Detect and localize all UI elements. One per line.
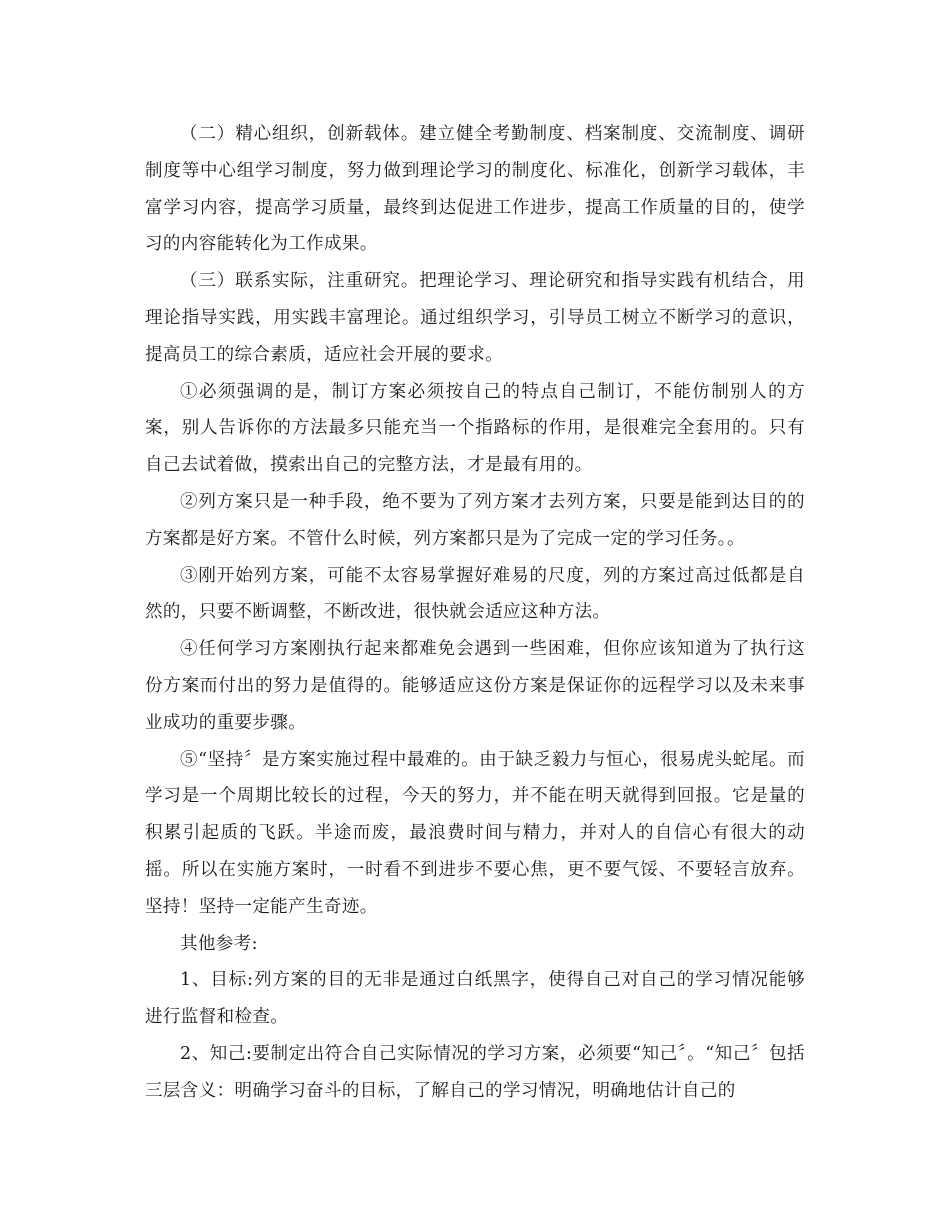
document-body bbox=[145, 116, 805, 1110]
paragraph-other-reference: 其他参考: bbox=[180, 933, 258, 954]
paragraph-note-1: ①必须强调的是，制订方案必须按自己的特点自己制订，不能仿制别人的方案，别人告诉你的方法最多只能充当一个指路标的作用，是很难完全套用的。只有自己去试着做，摸索出自己的完整方法，才是最有用的。 bbox=[145, 381, 805, 476]
paragraph-note-3: ③刚开始列方案，可能不太容易掌握好难易的尺度，列的方案过高过低都是自然的，只要不断调整，不断改进，很快就会适应这种方法。 bbox=[145, 565, 805, 623]
paragraph-note-2: ②列方案只是一种手段，绝不要为了列方案才去列方案，只要是能到达目的的方案都是好方案。不管什么时候，列方案都只是为了完成一定的学习任务。。 bbox=[145, 491, 805, 549]
paragraph-practice: （三）联系实际，注重研究。把理论学习、理论研究和指导实践有机结合，用理论指导实践，用实践丰富理论。通过组织学习，引导员工树立不断学习的意识，提高员工的综合素质，适应社会开展的要求。 bbox=[145, 271, 805, 365]
paragraph-know-yourself: 2、知己:要制定出符合自己实际情况的学习方案，必须要“知己〞。“知己〞包括三层含义：明确学习奋斗的目标，了解自己的学习情况，明确地估计自己的 bbox=[145, 1043, 805, 1101]
paragraph-goal: 1、目标:列方案的目的无非是通过白纸黑字，使得自己对自己的学习情况能够进行监督和检查。 bbox=[145, 970, 805, 1028]
paragraph-note-4: ④任何学习方案刚执行起来都难免会遇到一些困难，但你应该知道为了执行这份方案而付出的努力是值得的。能够适应这份方案是保证你的远程学习以及未来事业成功的重要步骤。 bbox=[145, 639, 805, 733]
paragraph-organize: （二）精心组织，创新载体。建立健全考勤制度、档案制度、交流制度、调研制度等中心组学习制度，努力做到理论学习的制度化、标准化，创新学习载体，丰富学习内容，提高学习质量，最终到达促进工作进步，提高工作质量的目的，使学习的内容能转化为工作成果。 bbox=[145, 124, 805, 255]
paragraph-note-5: ⑤“坚持〞是方案实施过程中最难的。由于缺乏毅力与恒心，很易虎头蛇尾。而学习是一个周期比较长的过程，今天的努力，并不能在明天就得到回报。它是量的积累引起质的飞跃。半途而废，最浪费时间与精力，并对人的自信心有很大的动摇。所以在实施方案时，一时看不到进步不要心焦，更不要气馁、不要轻言放弃。坚持！坚持一定能产生奇迹。 bbox=[145, 749, 805, 917]
